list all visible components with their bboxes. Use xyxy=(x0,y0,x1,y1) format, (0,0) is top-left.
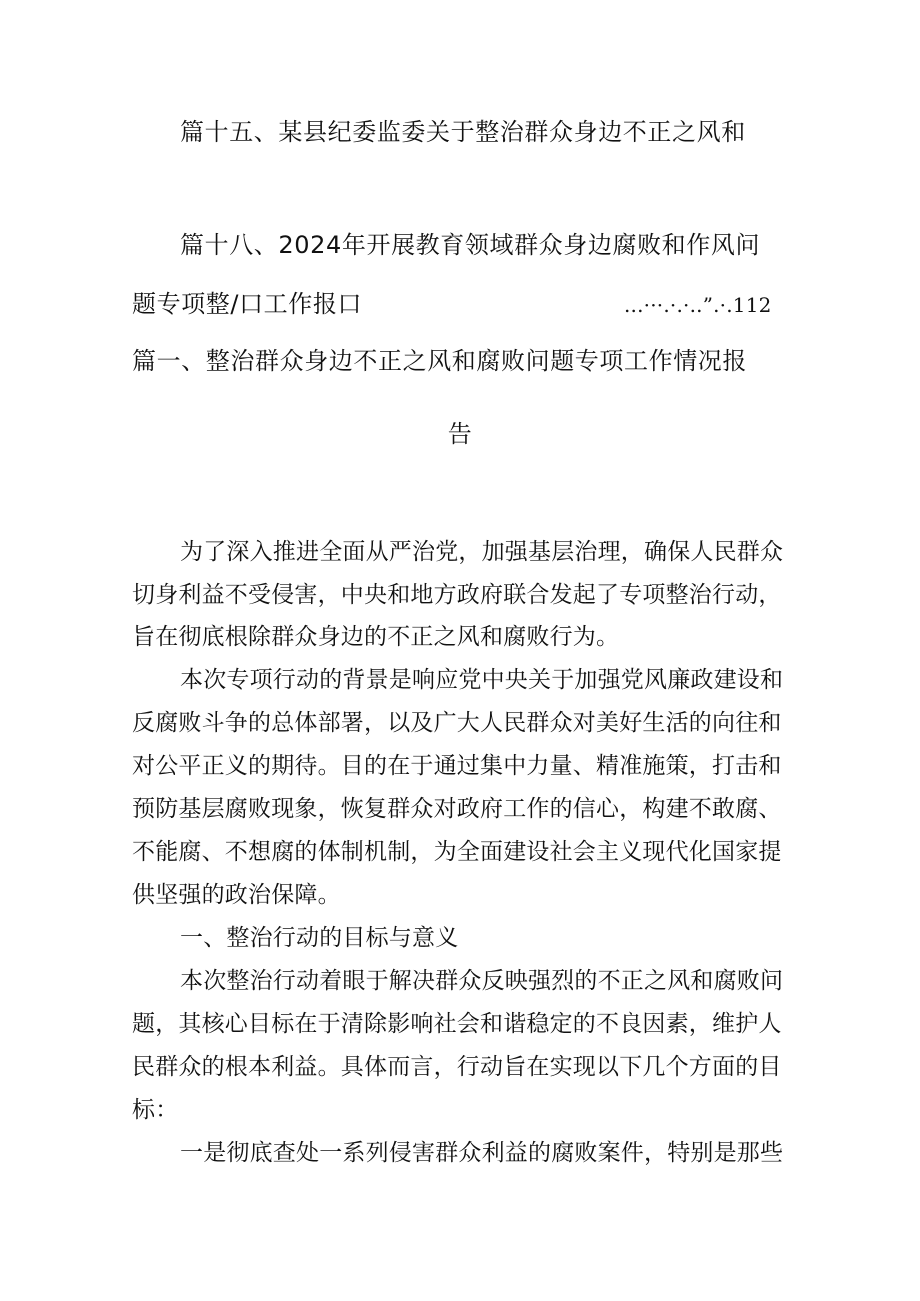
toc-entry-18-page-leader: ...···.·.·..”.·.112 xyxy=(624,293,772,317)
toc-entry-18-line1: 篇十八、2024年开展教育领域群众身边腐败和作风问 xyxy=(180,231,761,259)
paragraph-2-line: 反腐败斗争的总体部署，以及广大人民群众对美好生活的向往和 xyxy=(132,710,782,736)
paragraph-2-line: 预防基层腐败现象，恢复群众对政府工作的信心，构建不敢腐、 xyxy=(132,796,782,822)
section-heading-line1: 篇一、整治群众身边不正之风和腐败问题专项工作情况报 xyxy=(132,347,747,375)
paragraph-3-line: 本次整治行动着眼于解决群众反映强烈的不正之风和腐败问 xyxy=(180,968,784,994)
paragraph-3-line: 民群众的根本利益。具体而言，行动旨在实现以下几个方面的目 xyxy=(132,1054,782,1080)
toc-entry-18-line2: 题专项整/口工作报口 xyxy=(132,290,363,318)
paragraph-3-line: 标： xyxy=(132,1097,179,1123)
toc-entry-15: 篇十五、某县纪委监委关于整治群众身边不正之风和 xyxy=(180,118,746,146)
paragraph-1-line: 旨在彻底根除群众身边的不正之风和腐败行为。 xyxy=(132,624,620,650)
paragraph-3-line: 题，其核心目标在于清除影响社会和谐稳定的不良因素，维护人 xyxy=(132,1011,782,1037)
paragraph-2-line: 对公平正义的期待。目的在于通过集中力量、精准施策，打击和 xyxy=(132,753,782,779)
paragraph-2-line: 不能腐、不想腐的体制机制，为全面建设社会主义现代化国家提 xyxy=(132,839,782,865)
paragraph-4-line: 一是彻底查处一系列侵害群众利益的腐败案件，特别是那些 xyxy=(180,1140,784,1166)
paragraph-2-line: 本次专项行动的背景是响应党中央关于加强党风廉政建设和 xyxy=(180,667,784,693)
paragraph-1-line: 切身利益不受侵害，中央和地方政府联合发起了专项整治行动， xyxy=(132,582,782,608)
paragraph-2-line: 供坚强的政治保障。 xyxy=(132,882,341,908)
section-heading-line2: 告 xyxy=(447,420,473,448)
section-1-heading: 一、整治行动的目标与意义 xyxy=(180,925,459,951)
paragraph-1-line: 为了深入推进全面从严治党，加强基层治理，确保人民群众 xyxy=(180,539,784,565)
